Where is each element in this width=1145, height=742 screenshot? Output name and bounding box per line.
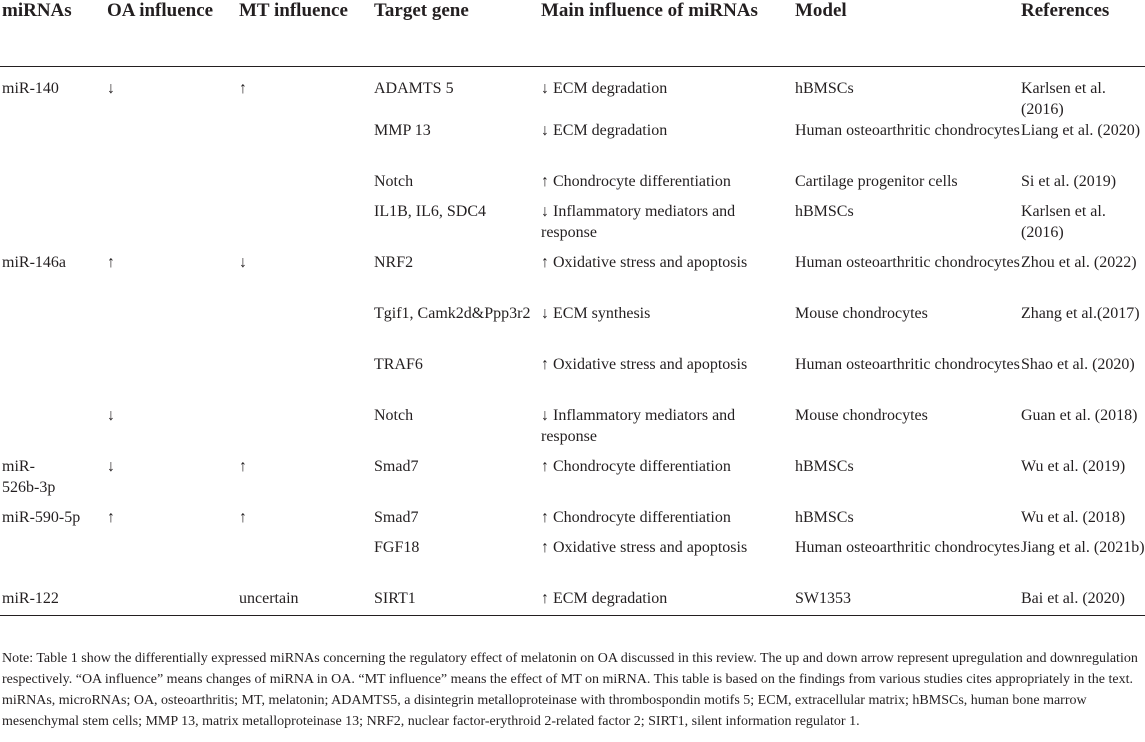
table-row (0, 120, 1145, 171)
cell-target: IL1B, IL6, SDC4 (374, 203, 486, 220)
cell-influence: ↓ Inflammatory mediators and response (541, 407, 736, 445)
cell-mt: ↑ (239, 80, 247, 97)
cell-mirna (0, 303, 107, 354)
cell-ref: Wu et al. (2018) (1021, 509, 1126, 526)
cell-ref: Si et al. (2019) (1021, 173, 1117, 190)
table-row (0, 67, 1145, 121)
header-target-gene: Target gene (374, 0, 541, 67)
cell-mt (239, 171, 374, 201)
cell-mirna: miR-146a (2, 254, 66, 271)
cell-target: Smad7 (374, 509, 419, 526)
cell-mt (239, 405, 374, 456)
cell-target: Notch (374, 173, 414, 190)
cell-ref: Karlsen et al. (2016) (1021, 80, 1106, 118)
cell-oa (107, 201, 239, 252)
cell-ref: Karlsen et al. (2016) (1021, 203, 1106, 241)
table-row (0, 171, 1145, 201)
cell-mirna (0, 171, 107, 201)
cell-target: SIRT1 (374, 588, 541, 616)
table-row (0, 456, 1145, 507)
cell-mirna (0, 201, 107, 252)
cell-oa (107, 303, 239, 354)
cell-target: TRAF6 (374, 356, 423, 373)
cell-model: hBMSCs (795, 509, 854, 526)
cell-mirna (0, 405, 107, 456)
cell-influence: ↓ Inflammatory mediators and response (541, 203, 736, 241)
cell-oa: ↓ (107, 458, 115, 475)
cell-model: hBMSCs (795, 203, 854, 220)
cell-influence: ↓ ECM synthesis (541, 305, 651, 322)
cell-target: NRF2 (374, 254, 414, 271)
cell-mt (239, 354, 374, 405)
header-oa-influence: OA influence (107, 0, 239, 67)
cell-target: Smad7 (374, 458, 419, 475)
header-mt-influence: MT influence (239, 0, 374, 67)
header-model: Model (795, 0, 1021, 67)
cell-ref: Liang et al. (2020) (1021, 122, 1141, 139)
cell-mt (239, 537, 374, 588)
cell-influence: ↑ Oxidative stress and apoptosis (541, 254, 748, 271)
cell-oa (107, 171, 239, 201)
cell-mt (239, 120, 374, 171)
cell-influence: ↑ Chondrocyte differentiation (541, 458, 731, 475)
cell-model: Human osteoarthritic chondrocytes (795, 356, 1020, 373)
cell-influence: ↑ Chondrocyte differentiation (541, 509, 731, 526)
cell-mt: ↓ (239, 254, 247, 271)
cell-influence: ↓ ECM degradation (541, 80, 668, 97)
header-references: References (1021, 0, 1145, 67)
cell-target: FGF18 (374, 539, 420, 556)
cell-mt (239, 201, 374, 252)
cell-model: SW1353 (795, 588, 1021, 616)
table-row (0, 588, 1145, 616)
cell-mirna: miR-526b-3p (2, 458, 56, 496)
cell-mirna (0, 354, 107, 405)
cell-ref: Guan et al. (2018) (1021, 407, 1138, 424)
cell-target: MMP 13 (374, 122, 431, 139)
cell-oa: ↑ (107, 254, 115, 271)
cell-target: ADAMTS 5 (374, 80, 454, 97)
cell-ref: Shao et al. (2020) (1021, 356, 1135, 373)
table-row (0, 405, 1145, 456)
cell-mt: ↑ (239, 458, 247, 475)
cell-oa: ↓ (107, 407, 115, 424)
cell-oa: ↑ (107, 509, 115, 526)
cell-ref: Zhou et al. (2022) (1021, 254, 1137, 271)
cell-model: hBMSCs (795, 80, 854, 97)
cell-target: Tgif1, Camk2d&Ppp3r2 (374, 305, 531, 322)
cell-model: Human osteoarthritic chondrocytes (795, 539, 1020, 556)
cell-model: Mouse chondrocytes (795, 407, 928, 424)
cell-oa (107, 120, 239, 171)
cell-target: Notch (374, 407, 414, 424)
cell-model: Cartilage progenitor cells (795, 173, 958, 190)
cell-influence: ↓ ECM degradation (541, 122, 668, 139)
table-row (0, 201, 1145, 252)
cell-ref: Zhang et al.(2017) (1021, 305, 1140, 322)
cell-oa: ↓ (107, 80, 115, 97)
cell-mirna: miR-590-5p (2, 509, 81, 526)
cell-mt: ↑ (239, 509, 247, 526)
cell-mt: uncertain (239, 588, 374, 616)
cell-oa (107, 354, 239, 405)
cell-mirna: miR-122 (0, 588, 107, 616)
header-main-influence: Main influence of miRNAs (541, 0, 795, 67)
cell-influence: ↑ Oxidative stress and apoptosis (541, 356, 748, 373)
cell-ref: Jiang et al. (2021b) (1021, 539, 1145, 556)
table-row (0, 354, 1145, 405)
cell-model: hBMSCs (795, 458, 854, 475)
table-note: Note: Table 1 show the differentially expressed miRNAs concerning the regulatory effect of melatonin on OA discussed in this review. The up and down arrow represent upregulation and downregulation respectively. “OA influence” means changes of miRNA in OA. “MT influence” means the effect of MT on miRNA. This table is based on the findings from various studies cites appropriately in the text. miRNAs, microRNAs; OA, osteoarthritis; MT, melatonin; ADAMTS5, a disintegrin metalloproteinase with thrombospondin motifs 5; ECM, extracellular matrix; hBMSCs, human bone marrow mesenchymal stem cells; MMP 13, matrix metalloproteinase 13; NRF2, nuclear factor-erythroid 2-related factor 2; SIRT1, silent information regulator 1. (2, 651, 1138, 729)
cell-model: Human osteoarthritic chondrocytes (795, 122, 1020, 139)
cell-mirna (0, 120, 107, 171)
cell-mt (239, 303, 374, 354)
cell-ref: Wu et al. (2019) (1021, 458, 1126, 475)
cell-influence: ↑ Chondrocyte differentiation (541, 173, 731, 190)
table-row (0, 507, 1145, 537)
table-header-row (0, 0, 1145, 67)
cell-influence: ↑ ECM degradation (541, 588, 795, 616)
cell-oa (107, 537, 239, 588)
cell-mirna (0, 537, 107, 588)
table-row (0, 252, 1145, 303)
table-row (0, 537, 1145, 588)
cell-model: Human osteoarthritic chondrocytes (795, 254, 1020, 271)
header-mirnas: miRNAs (0, 0, 107, 67)
cell-ref: Bai et al. (2020) (1021, 588, 1145, 616)
cell-influence: ↑ Oxidative stress and apoptosis (541, 539, 748, 556)
table-row (0, 303, 1145, 354)
cell-model: Mouse chondrocytes (795, 305, 928, 322)
cell-mirna: miR-140 (2, 80, 59, 97)
cell-oa (107, 588, 239, 616)
